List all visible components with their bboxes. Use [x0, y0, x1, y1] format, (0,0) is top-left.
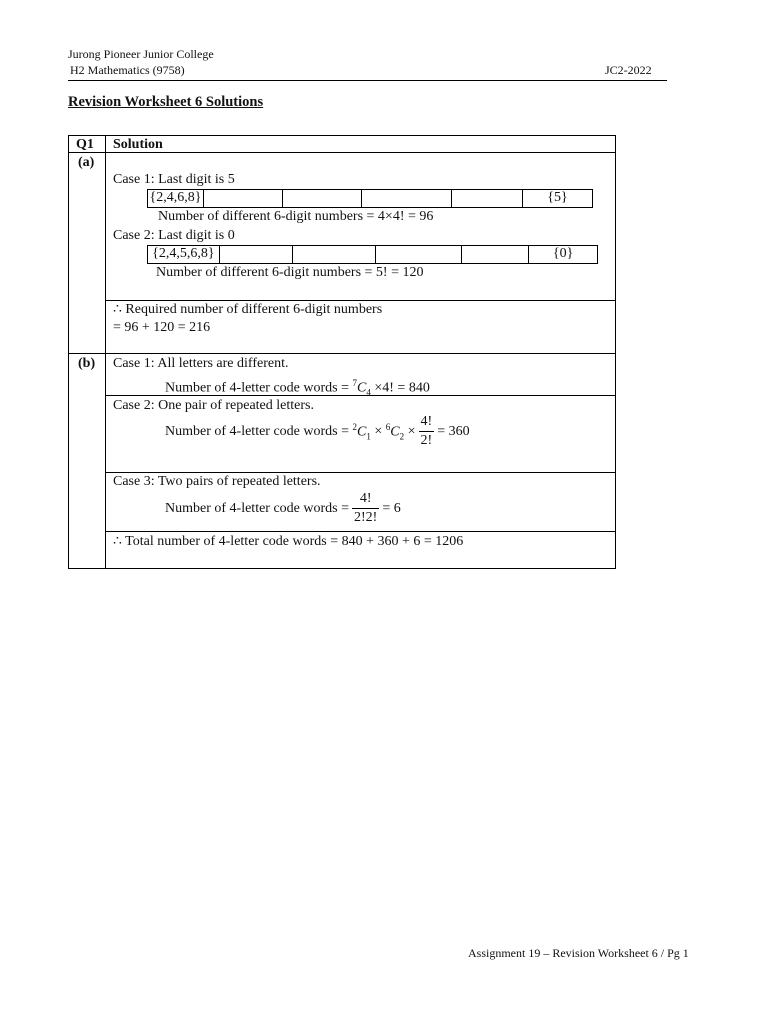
combination-symbol: C	[390, 424, 400, 440]
digit-box-last: {0}	[552, 246, 574, 261]
combination-n: 7	[352, 378, 358, 388]
digit-box	[293, 246, 376, 263]
paper-code: JC2-2022	[605, 63, 652, 77]
row-rule-part-b	[68, 353, 616, 354]
digit-box	[362, 190, 452, 207]
formula-result: = 6	[382, 500, 401, 516]
formula-rest: ×4! = 840	[374, 380, 430, 396]
digit-box	[220, 246, 294, 263]
subject-name: H2 Mathematics (9758)	[70, 63, 185, 77]
table-column-divider	[105, 135, 106, 569]
digit-box	[376, 246, 462, 263]
fraction-numerator: 4!	[419, 414, 435, 432]
combination-r: 4	[366, 387, 371, 398]
fraction	[419, 414, 435, 449]
combination-symbol: C	[357, 380, 367, 396]
page-title: Revision Worksheet 6 Solutions	[68, 94, 264, 110]
column-header-q: Q1	[76, 137, 94, 152]
digit-box	[283, 190, 362, 207]
row-rule-a-conclusion	[105, 300, 616, 301]
fraction-numerator: 4!	[352, 491, 379, 509]
part-b-case3-formula	[165, 491, 401, 526]
part-a-case1-result: Number of different 6-digit numbers = 4×4! = 96	[158, 209, 434, 224]
combination-r: 2	[399, 431, 405, 442]
part-b-case1-title: Case 1: All letters are different.	[113, 356, 289, 371]
part-a-case2-result: Number of different 6-digit numbers = 5! = 120	[156, 265, 424, 280]
part-a-case2-title: Case 2: Last digit is 0	[113, 228, 235, 243]
formula-lhs: Number of 4-letter code words =	[165, 500, 350, 516]
row-rule-b-total	[105, 531, 616, 532]
row-rule-b-case3	[105, 472, 616, 473]
combination-r: 1	[366, 431, 371, 442]
part-b-case2-title: Case 2: One pair of repeated letters.	[113, 398, 314, 413]
digit-box-first: {2,4,5,6,8}	[148, 246, 220, 263]
digit-box	[452, 190, 523, 207]
digit-box	[204, 190, 283, 207]
part-a-label: (a)	[78, 155, 95, 170]
formula-result: = 360	[437, 423, 470, 439]
part-a-case1-title: Case 1: Last digit is 5	[113, 172, 235, 187]
page-footer: Assignment 19 – Revision Worksheet 6 / Pg 1	[468, 946, 689, 960]
combination-n: 6	[385, 421, 391, 432]
formula-lhs: Number of 4-letter code words =	[165, 380, 350, 396]
fraction	[352, 491, 379, 526]
fraction-denominator: 2!2!	[354, 510, 378, 525]
combination-symbol: C	[357, 424, 367, 440]
formula-lhs: Number of 4-letter code words =	[165, 423, 350, 439]
table-border-right	[615, 135, 616, 569]
table-border-left	[68, 135, 69, 569]
fraction-denominator: 2!	[420, 433, 433, 448]
times-sign: ×	[374, 423, 383, 439]
column-header-solution: Solution	[113, 137, 163, 152]
part-b-total: ∴ Total number of 4-letter code words = 840 + 360 + 6 = 1206	[113, 534, 464, 549]
digit-box-last: {5}	[547, 190, 568, 205]
table-border-bottom	[68, 568, 616, 569]
part-b-case2-formula	[165, 414, 470, 449]
part-a-case1-digit-boxes	[147, 189, 593, 208]
combination-n: 2	[352, 421, 358, 432]
part-a-case2-digit-boxes	[147, 245, 598, 264]
digit-box-first: {2,4,6,8}	[148, 190, 204, 207]
times-sign: ×	[407, 423, 416, 439]
digit-box	[462, 246, 530, 263]
part-a-conclusion-line1: ∴ Required number of different 6-digit numbers	[113, 302, 383, 317]
table-border-top	[68, 135, 616, 136]
part-b-label: (b)	[78, 356, 96, 371]
school-name: Jurong Pioneer Junior College	[68, 47, 214, 61]
part-a-conclusion-line2: = 96 + 120 = 216	[113, 320, 211, 335]
part-b-case3-title: Case 3: Two pairs of repeated letters.	[113, 474, 321, 489]
part-b-case1-formula	[165, 375, 430, 400]
header-rule	[68, 80, 667, 81]
